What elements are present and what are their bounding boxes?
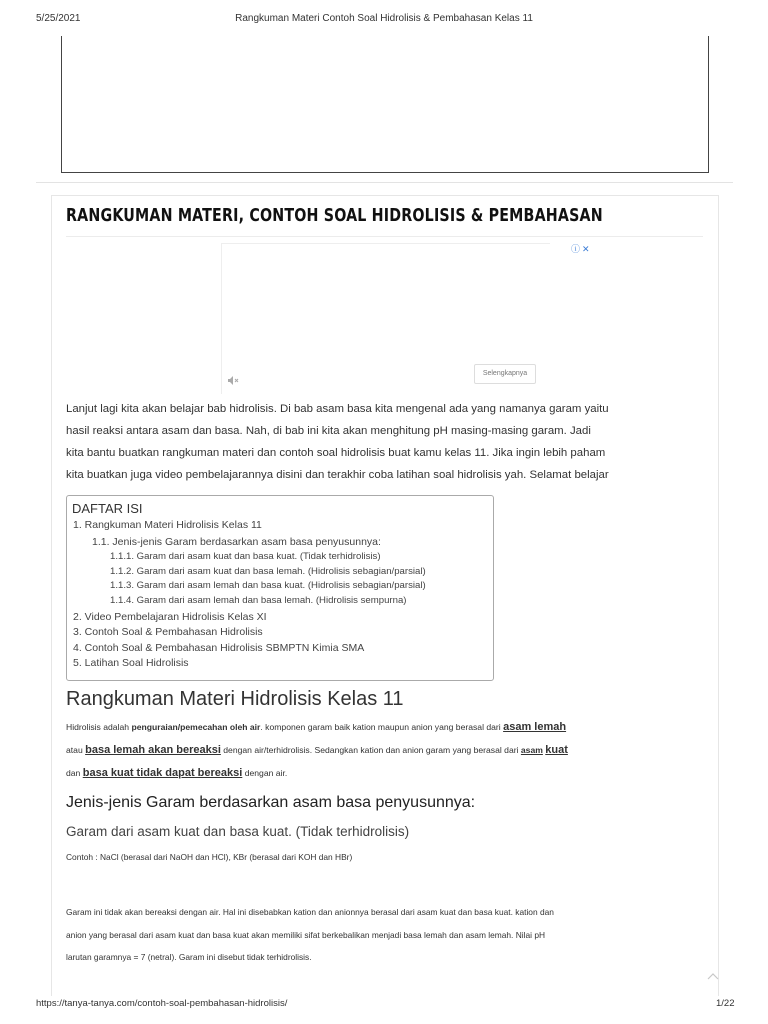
intro-line: Lanjut lagi kita akan belajar bab hidrolisis. Di bab asam basa kita mengenal ada yang namanya garam yaitu (66, 403, 609, 415)
intro-line: hasil reaksi antara asam dan basa. Nah, di bab ini kita akan menghitung pH masing-masing garam. Jadi (66, 425, 591, 437)
print-date: 5/25/2021 (36, 13, 81, 24)
print-page-number: 1/22 (716, 998, 735, 1009)
paragraph-line: Hidrolisis adalah penguraian/pemecahan oleh air. komponen garam baik kation maupun anion yang berasal dari asam lemah (66, 721, 567, 733)
paragraph-line: dan basa kuat tidak dapat bereaksi dengan air. (66, 767, 288, 779)
section-heading: Rangkuman Materi Hidrolisis Kelas 11 (66, 688, 404, 710)
toc-link[interactable]: 5. Latihan Soal Hidrolisis (73, 657, 189, 669)
intro-line: kita buatkan juga video pembelajarannya disini dan terakhir coba latihan soal hidrolisis yah. Selamat belajar (66, 469, 609, 481)
ad-info-close-icon[interactable]: ⓘ✕ (571, 244, 592, 254)
ad-more-button[interactable]: Selengkapnya (474, 364, 536, 384)
toc-link[interactable]: 4. Contoh Soal & Pembahasan Hidrolisis SBMPTN Kimia SMA (73, 642, 365, 654)
subsubsection-heading: Garam dari asam kuat dan basa kuat. (Tidak terhidrolisis) (66, 824, 410, 839)
example-text: Contoh : NaCl (berasal dari NaOH dan HCl), KBr (berasal dari KOH dan HBr) (66, 852, 353, 862)
keyword-link[interactable]: asam lemah (503, 721, 567, 733)
intro-paragraph (66, 398, 706, 486)
speaker-mute-icon[interactable] (228, 376, 239, 387)
keyword-link[interactable]: basa kuat tidak dapat bereaksi (82, 767, 243, 779)
toc-link[interactable]: 3. Contoh Soal & Pembahasan Hidrolisis (73, 626, 263, 638)
toc-link[interactable]: 1.1. Jenis-jenis Garam berdasarkan asam basa penyusunnya: (92, 536, 381, 548)
keyword-link[interactable]: basa lemah akan bereaksi (85, 744, 221, 756)
toc-link[interactable]: 1.1.1. Garam dari asam kuat dan basa kuat. (Tidak terhidrolisis) (110, 551, 381, 562)
toc-link[interactable]: 1.1.2. Garam dari asam kuat dan basa lemah. (Hidrolisis sebagian/parsial) (110, 566, 426, 577)
paragraph-line: Garam ini tidak akan bereaksi dengan air. Hal ini disebabkan kation dan anionnya berasal dari asam kuat dan basa kuat. kation dan (66, 907, 554, 917)
toc-link[interactable]: 2. Video Pembelajaran Hidrolisis Kelas XI (73, 611, 267, 623)
paragraph-line: anion yang berasal dari asam kuat dan basa kuat akan memiliki sifat berkebalikan menjadi basa lemah dan asam lemah. Nilai pH (66, 930, 546, 940)
print-url: https://tanya-tanya.com/contoh-soal-pembahasan-hidrolisis/ (36, 998, 288, 1009)
divider (36, 182, 733, 183)
embedded-video-frame[interactable] (61, 36, 709, 173)
paragraph-line: larutan garamnya = 7 (netral). Garam ini disebut tidak terhidrolisis. (66, 952, 312, 962)
subsection-heading: Jenis-jenis Garam berdasarkan asam basa penyusunnya: (66, 794, 476, 811)
print-title: Rangkuman Materi Contoh Soal Hidrolisis & Pembahasan Kelas 11 (235, 13, 533, 24)
toc-link[interactable]: 1.1.3. Garam dari asam lemah dan basa kuat. (Hidrolisis sebagian/parsial) (110, 580, 426, 591)
toc-link[interactable]: 1.1.4. Garam dari asam lemah dan basa lemah. (Hidrolisis sempurna) (110, 595, 407, 606)
toc-link[interactable]: 1. Rangkuman Materi Hidrolisis Kelas 11 (73, 519, 262, 531)
keyword-link[interactable]: asam (520, 745, 543, 755)
title-divider (66, 236, 703, 237)
intro-line: kita bantu buatkan rangkuman materi dan contoh soal hidrolisis buat kamu kelas 11. Jika ingin lebih paham (66, 447, 606, 459)
toc-title: DAFTAR ISI (72, 501, 143, 516)
bold-term: penguraian/pemecahan oleh air (131, 722, 261, 732)
paragraph-line: atau basa lemah akan bereaksi dengan air/terhidrolisis. Sedangkan kation dan anion garam yang berasal dari asam kuat (66, 744, 568, 756)
chevron-up-icon[interactable] (707, 972, 719, 983)
article-title: RANGKUMAN MATERI, CONTOH SOAL HIDROLISIS & PEMBAHASAN (66, 205, 603, 226)
keyword-link[interactable]: kuat (545, 744, 568, 756)
